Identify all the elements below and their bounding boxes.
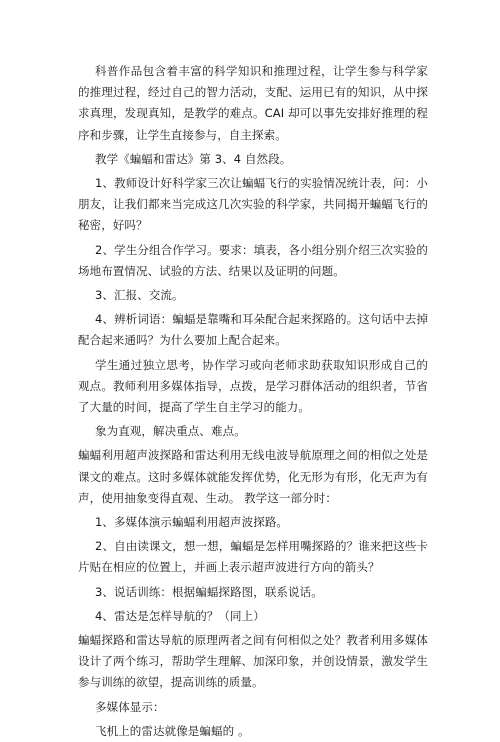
paragraph-demo-1: 1、多媒体演示蝙蝠利用超声波探路。	[95, 515, 289, 530]
document-body	[78, 61, 428, 742]
paragraph-reflection: 学生通过独立思考，协作学习或向老师求助获取知识形成自己的观点。教师利用多媒体指导，点拨，是学习群体活动的组织者，节省了大量的时间，提高了学生自主学习的能力。	[78, 357, 428, 415]
paragraph-heading-intuitive: 象为直观，解决重点、难点。	[95, 424, 246, 439]
paragraph-multimedia-label: 多媒体显示：	[95, 699, 165, 714]
paragraph-difficulty: 蝙蝠利用超声波探路和雷达利用无线电波导航原理之间的相似之处是课文的难点。这时多媒体就能发挥优势，化无形为有形，化无声为有声，使用抽象变得直观、生动。 教学这一部分时：	[78, 448, 428, 505]
paragraph-step-2: 2、学生分组合作学习。要求：填表，各小组分别介绍三次实验的场地布置情况、试验的方法、结果以及证明的问题。	[78, 242, 428, 278]
paragraph-step-4: 4、辨析词语：蝙蝠是靠嘴和耳朵配合起来探路的。这句话中去掉配合起来通吗？为什么要加上配合起来。	[78, 312, 428, 348]
paragraph-step-1: 1、教师设计好科学家三次让蝙蝠飞行的实验情况统计表，问：小朋友，让我们都来当完成这几次实验的科学家，共同揭开蝙蝠飞行的秘密，好吗？	[78, 176, 428, 233]
paragraph-radar-fill-blank: 飞机上的雷达就像是蝙蝠的 。	[95, 723, 250, 738]
paragraph-demo-2: 2、自由读课文，想一想，蝙蝠是怎样用嘴探路的？谁来把这些卡片贴在相应的位置上，并画上表示超声波进行方向的箭头？	[78, 539, 428, 575]
paragraph-lesson-title: 教学《蝙蝠和雷达》第 3、4 自然段。	[95, 151, 292, 166]
paragraph-similarity: 蝙蝠探路和雷达导航的原理两者之间有何相似之处？教者利用多媒体设计了两个练习，帮助学生理解、加深印象，并创设情景，激发学生参与训练的欲望，提高训练的质量。	[78, 633, 428, 690]
paragraph-step-3: 3、汇报、交流。	[95, 288, 184, 303]
paragraph-demo-3: 3、说话训练：根据蝙蝠探路图，联系说话。	[95, 584, 323, 599]
paragraph-demo-4: 4、雷达是怎样导航的？（同上）	[95, 608, 265, 623]
paragraph-intro: 科普作品包含着丰富的科学知识和推理过程，让学生参与科学家的推理过程，经过自己的智力活动，支配、运用已有的知识，从中探求真理，发现真知，是教学的难点。CAI 却可以事先安排好推理的程序和步骤，让学生直接参与，自主探索。	[78, 64, 428, 142]
